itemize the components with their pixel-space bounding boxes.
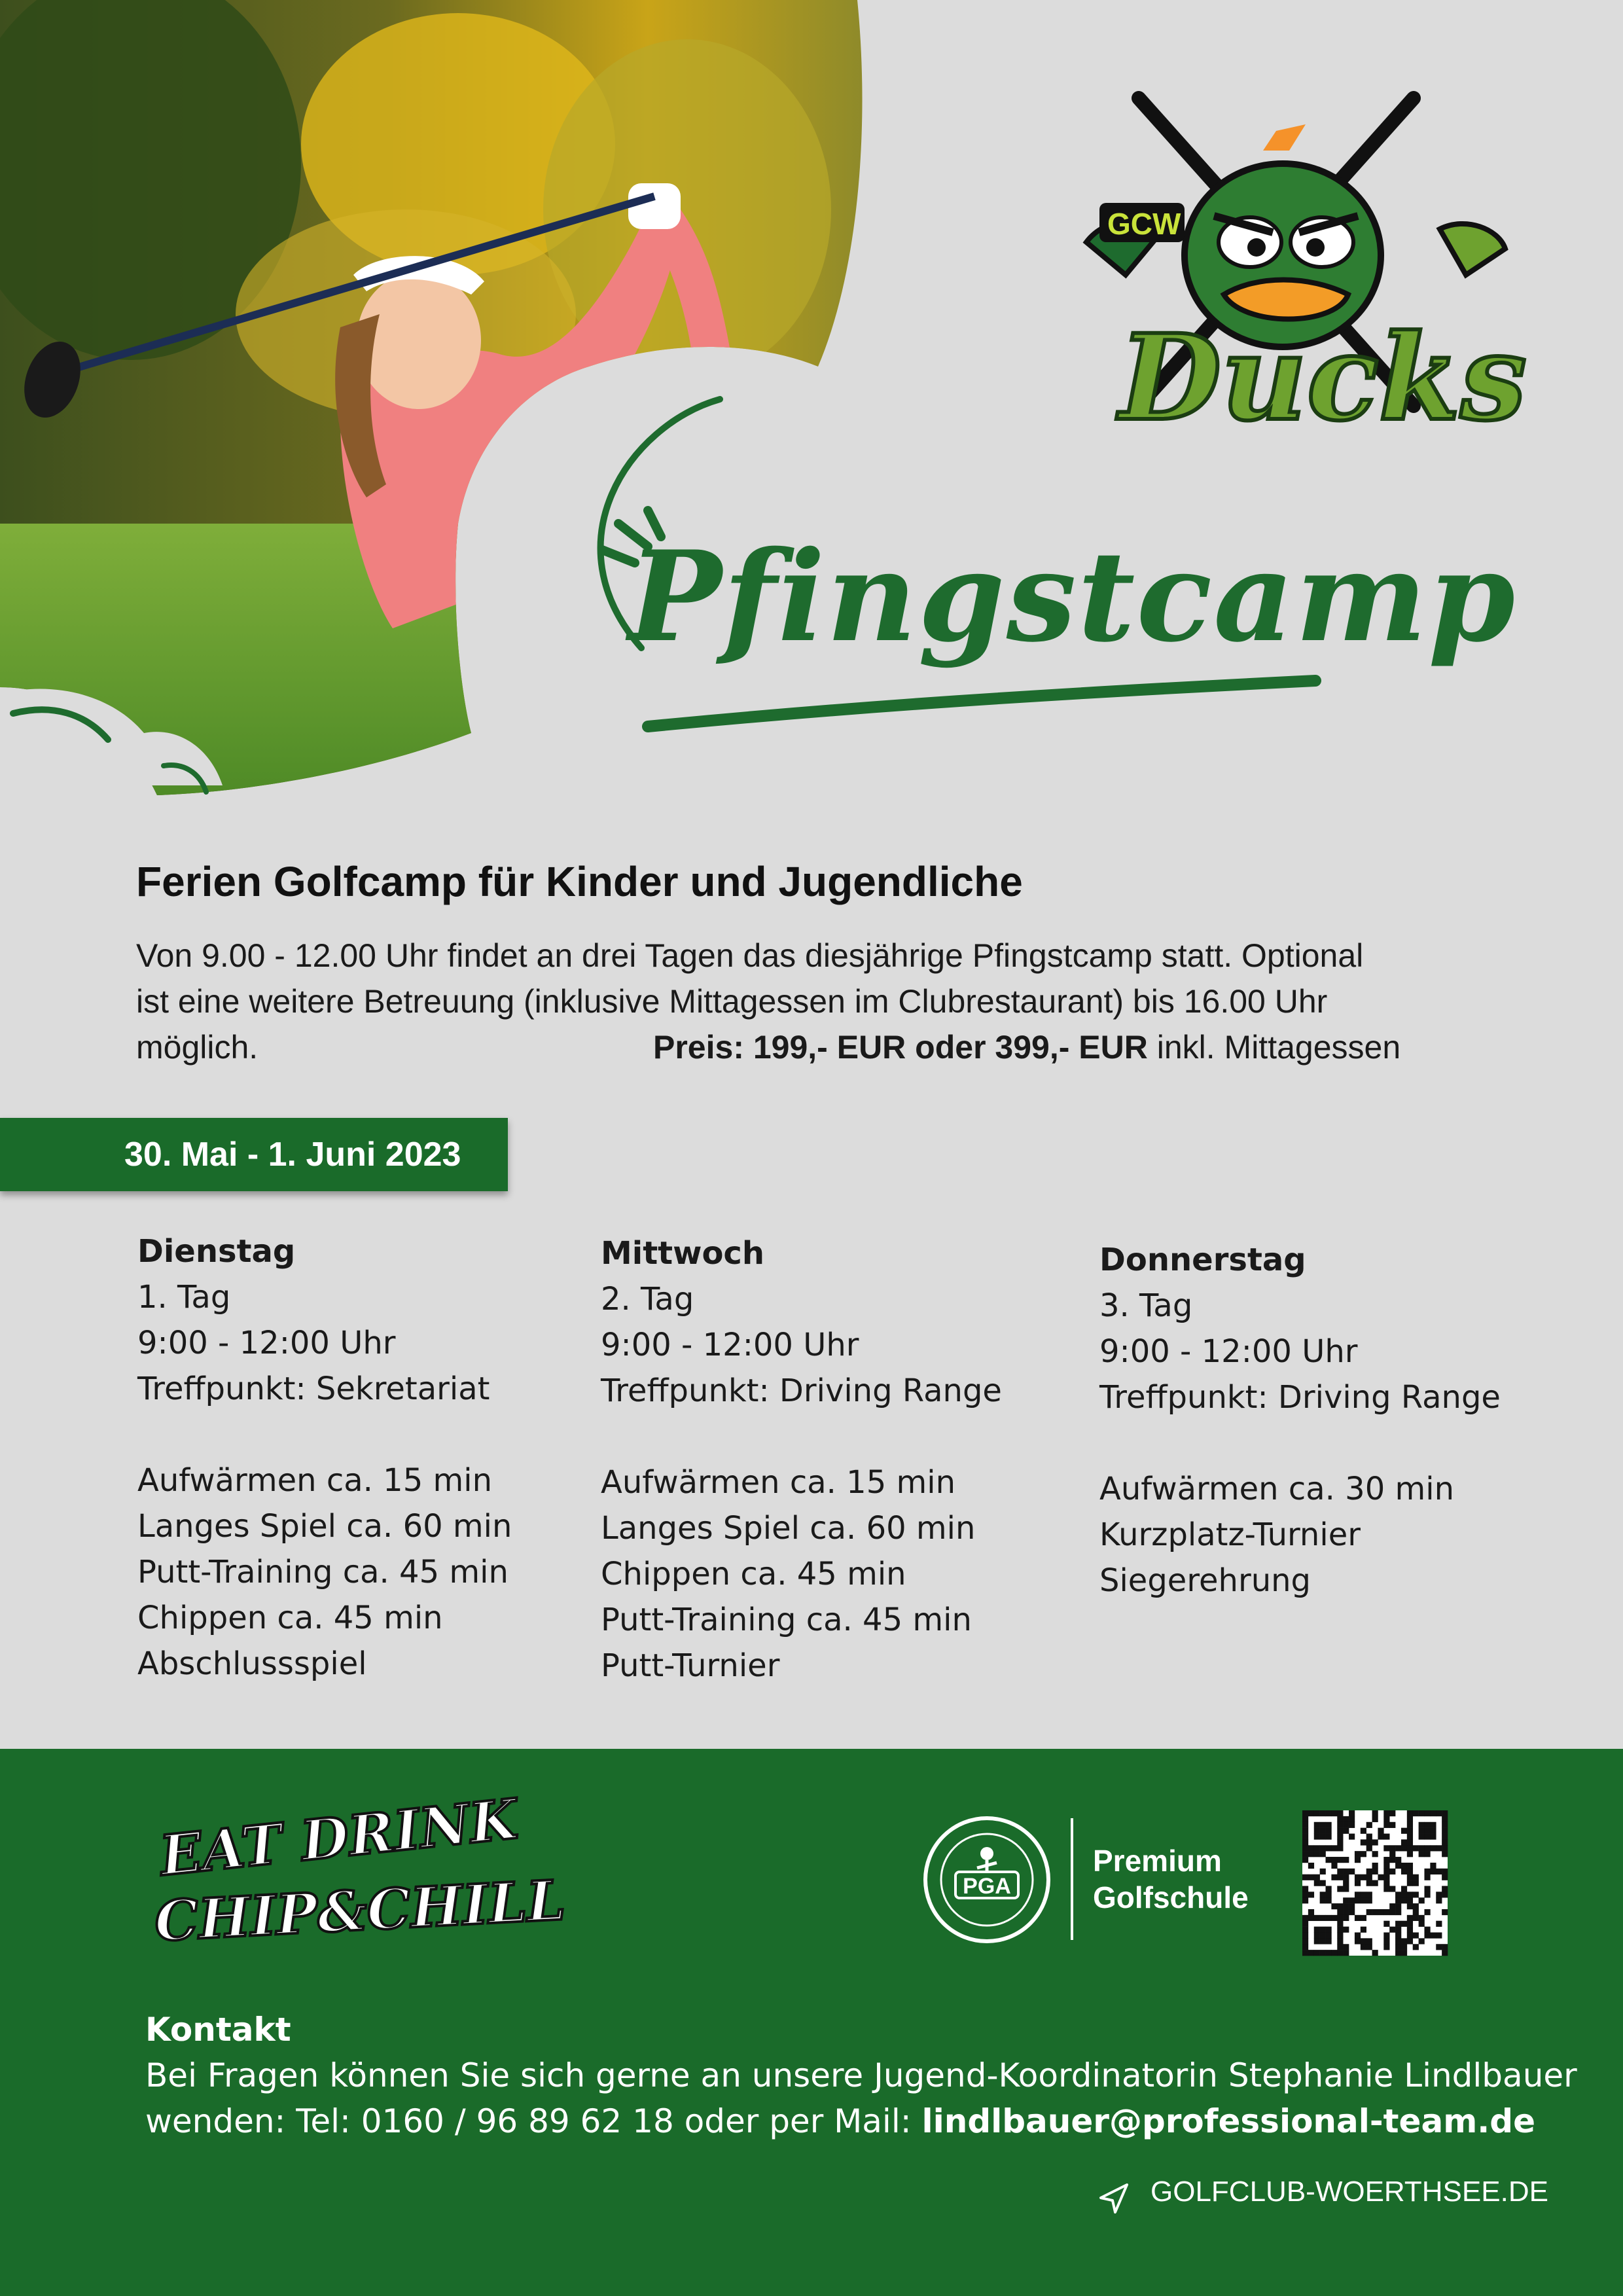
qr-code[interactable] [1302, 1810, 1448, 1956]
program-item: Putt-Training ca. 45 min [137, 1554, 508, 1590]
premium-label: Premium [1093, 1844, 1222, 1878]
price-info [653, 1024, 1400, 1070]
website-url[interactable]: GOLFCLUB-WOERTHSEE.DE [1150, 2176, 1548, 2208]
contact-phone-text: wenden: Tel: 0160 / 96 89 62 18 oder per Mail: [145, 2102, 922, 2140]
eat-drink-chip-chill-logo [149, 1786, 567, 1964]
cursor-arrow-icon [1094, 2179, 1133, 2219]
day-column-1 [137, 1229, 512, 1687]
contact-title: Kontakt [145, 2011, 291, 2049]
day-meeting-point: Treffpunkt: Driving Range [601, 1372, 1002, 1409]
program-item: Aufwärmen ca. 15 min [137, 1462, 493, 1499]
intro-line-3 [136, 1024, 1445, 1070]
gcw-ducks-logo [1047, 79, 1527, 484]
program-item: Langes Spiel ca. 60 min [601, 1510, 976, 1547]
day-title: Mittwoch [601, 1235, 765, 1272]
pga-divider [1071, 1818, 1073, 1940]
program-item: Aufwärmen ca. 30 min [1099, 1471, 1455, 1507]
day-title: Donnerstag [1099, 1242, 1306, 1278]
golfschule-label: Golfschule [1093, 1880, 1249, 1914]
pga-logo [921, 1814, 1052, 1945]
program-item: Aufwärmen ca. 15 min [601, 1464, 956, 1501]
svg-text:CHIP&CHILL: CHIP&CHILL [152, 1867, 567, 1954]
price-bold: Preis: 199,- EUR oder 399,- EUR [653, 1029, 1148, 1066]
day-number: 3. Tag [1099, 1287, 1193, 1324]
date-range: 30. Mai - 1. Juni 2023 [124, 1136, 461, 1174]
gcw-logo-letters: GCW [1107, 207, 1181, 241]
intro-line-1: Von 9.00 - 12.00 Uhr findet an drei Tagen das diesjährige Pfingstcamp statt. Optional [136, 937, 1364, 974]
program-item: Chippen ca. 45 min [601, 1556, 906, 1592]
pga-text: PGA [963, 1874, 1011, 1899]
section-heading: Ferien Golfcamp für Kinder und Jugendliche [136, 858, 1023, 905]
program-item: Siegerehrung [1099, 1562, 1311, 1599]
day-time: 9:00 - 12:00 Uhr [601, 1327, 859, 1363]
program-item: Kurzplatz-Turnier [1099, 1516, 1361, 1553]
date-banner [0, 1118, 508, 1191]
intro-line-3-text: möglich. [136, 1029, 259, 1066]
program-item: Abschlussspiel [137, 1645, 367, 1682]
program-item: Putt-Training ca. 45 min [601, 1602, 972, 1638]
program-item: Langes Spiel ca. 60 min [137, 1508, 512, 1545]
day-column-2 [601, 1230, 1002, 1689]
intro-line-2: ist eine weitere Betreuung (inklusive Mittagessen im Clubrestaurant) bis 16.00 Uhr [136, 983, 1328, 1020]
day-title: Dienstag [137, 1233, 296, 1270]
ducks-logo-letters: Ducks [1119, 309, 1527, 447]
day-number: 1. Tag [137, 1279, 231, 1316]
contact-line-1: Bei Fragen können Sie sich gerne an unsere Jugend-Koordinatorin Stephanie Lindlbauer [145, 2056, 1577, 2094]
day-meeting-point: Treffpunkt: Driving Range [1099, 1379, 1501, 1416]
day-number: 2. Tag [601, 1281, 694, 1318]
contact-section [145, 2007, 1577, 2144]
contact-email-link[interactable]: lindlbauer@professional-team.de [921, 2102, 1536, 2140]
program-item: Putt-Turnier [601, 1647, 780, 1684]
day-column-3 [1099, 1237, 1501, 1604]
day-time: 9:00 - 12:00 Uhr [1099, 1333, 1358, 1370]
day-time: 9:00 - 12:00 Uhr [137, 1325, 396, 1361]
intro-text [136, 933, 1445, 1070]
contact-line-2 [145, 2098, 1536, 2144]
event-title: Pfingstcamp [628, 524, 1517, 670]
program-item: Chippen ca. 45 min [137, 1600, 443, 1636]
premium-golfschule [1093, 1842, 1249, 1916]
price-rest: inkl. Mittagessen [1147, 1029, 1401, 1066]
title-block [589, 471, 1517, 746]
day-meeting-point: Treffpunkt: Sekretariat [137, 1371, 490, 1407]
svg-text:EAT DRINK: EAT DRINK [156, 1786, 521, 1888]
